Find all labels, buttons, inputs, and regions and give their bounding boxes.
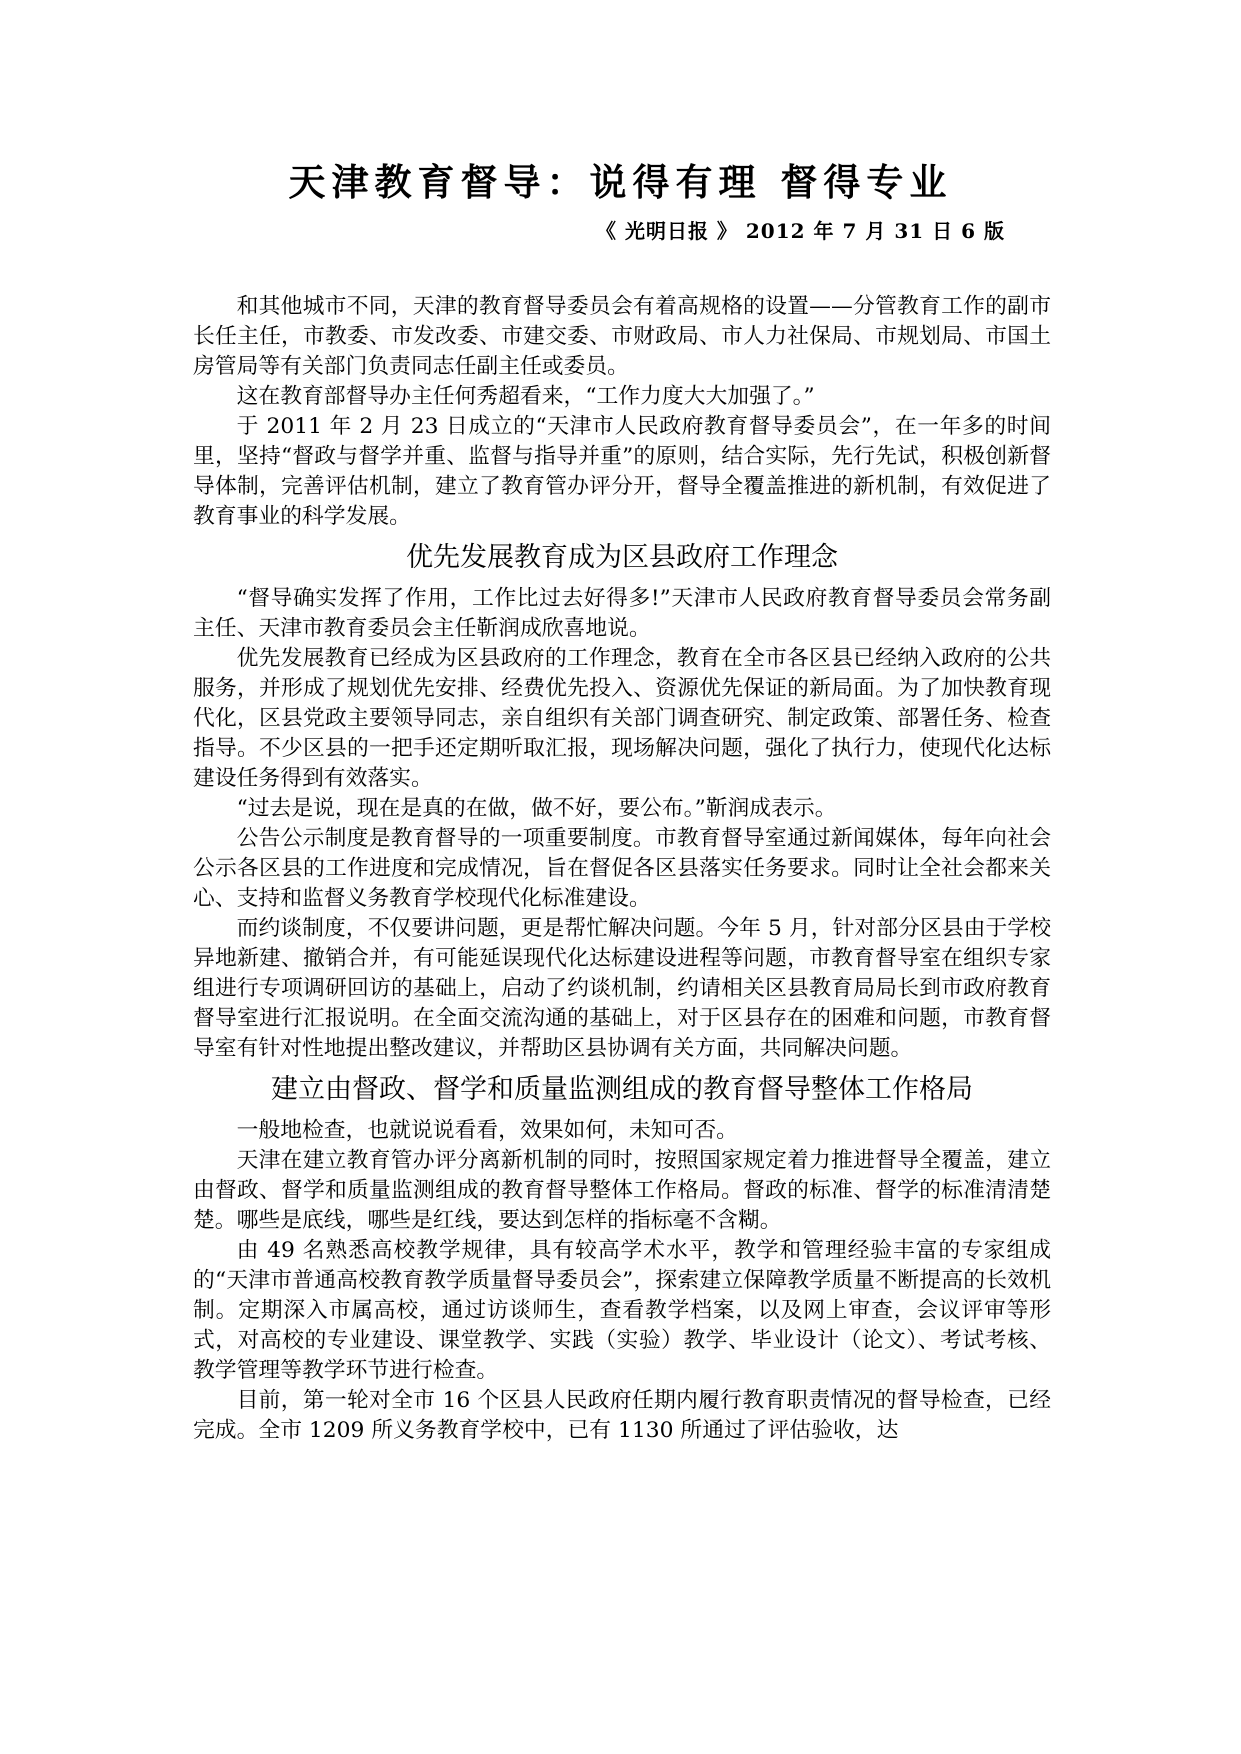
- section-paragraph: 由 49 名熟悉高校教学规律，具有较高学术水平，教学和管理经验丰富的专家组成的“天津市普通高校教育教学质量督导委员会”，探索建立保障教学质量不断提高的长效机制。定期深入市属高校，通过访谈师生，查看教学档案，以及网上审查，会议评审等形式，对高校的专业建设、课堂教学、实践（实验）教学、毕业设计（论文）、考试考核、教学管理等教学环节进行检查。: [193, 1238, 1051, 1383]
- section-paragraph: 公告公示制度是教育督导的一项重要制度。市教育督导室通过新闻媒体，每年向社会公示各区县的工作进度和完成情况，旨在督促各区县落实任务要求。同时让全社会都来关心、支持和监督义务教育学校现代化标准建设。: [193, 826, 1051, 911]
- intro-paragraph: 于 2011 年 2 月 23 日成立的“天津市人民政府教育督导委员会”，在一年多的时间里，坚持“督政与督学并重、监督与指导并重”的原则，结合实际，先行先试，积极创新督导体制，完善评估机制，建立了教育管办评分开，督导全覆盖推进的新机制，有效促进了教育事业的科学发展。: [193, 414, 1051, 529]
- section-paragraph: “督导确实发挥了作用，工作比过去好得多!”天津市人民政府教育督导委员会常务副主任、天津市教育委员会主任靳润成欣喜地说。: [193, 586, 1051, 641]
- section-paragraph: 而约谈制度，不仅要讲问题，更是帮忙解决问题。今年 5 月，针对部分区县由于学校异地新建、撤销合并，有可能延误现代化达标建设进程等问题，市教育督导室在组织专家组进行专项调研回访的基础上，启动了约谈机制，约请相关区县教育局局长到市政府教育督导室进行汇报说明。在全面交流沟通的基础上，对于区县存在的困难和问题，市教育督导室有针对性地提出整改建议，并帮助区县协调有关方面，共同解决问题。: [193, 916, 1051, 1061]
- intro-paragraph: 和其他城市不同，天津的教育督导委员会有着高规格的设置——分管教育工作的副市长任主任，市教委、市发改委、市建交委、市财政局、市人力社保局、市规划局、市国土房管局等有关部门负责同志任副主任或委员。: [193, 294, 1051, 379]
- section-heading: 优先发展教育成为区县政府工作理念: [406, 542, 838, 573]
- section-paragraph: 目前，第一轮对全市 16 个区县人民政府任期内履行教育职责情况的督导检查，已经完成。全市 1209 所义务教育学校中，已有 1130 所通过了评估验收，达: [193, 1388, 1051, 1443]
- section-paragraph: 一般地检查，也就说说看看，效果如何，未知可否。: [236, 1118, 738, 1143]
- document-source: 《 光明日报 》 2012 年 7 月 31 日 6 版: [596, 219, 1005, 243]
- intro-paragraph: 这在教育部督导办主任何秀超看来，“工作力度大大加强了。”: [236, 384, 815, 409]
- section-paragraph: 优先发展教育已经成为区县政府的工作理念，教育在全市各区县已经纳入政府的公共服务，并形成了规划优先安排、经费优先投入、资源优先保证的新局面。为了加快教育现代化，区县党政主要领导同志，亲自组织有关部门调查研究、制定政策、部署任务、检查指导。不少区县的一把手还定期听取汇报，现场解决问题，强化了执行力，使现代化达标建设任务得到有效落实。: [193, 646, 1051, 791]
- document-title: 天津教育督导：说得有理 督得专业: [288, 161, 953, 204]
- section-heading: 建立由督政、督学和质量监测组成的教育督导整体工作格局: [271, 1074, 973, 1105]
- section-paragraph: “过去是说，现在是真的在做，做不好，要公布。”靳润成表示。: [236, 796, 837, 821]
- section-paragraph: 天津在建立教育管办评分离新机制的同时，按照国家规定着力推进督导全覆盖，建立由督政、督学和质量监测组成的教育督导整体工作格局。督政的标准、督学的标准清清楚楚。哪些是底线，哪些是红线，要达到怎样的指标毫不含糊。: [193, 1148, 1051, 1233]
- article-body: [193, 292, 1051, 1446]
